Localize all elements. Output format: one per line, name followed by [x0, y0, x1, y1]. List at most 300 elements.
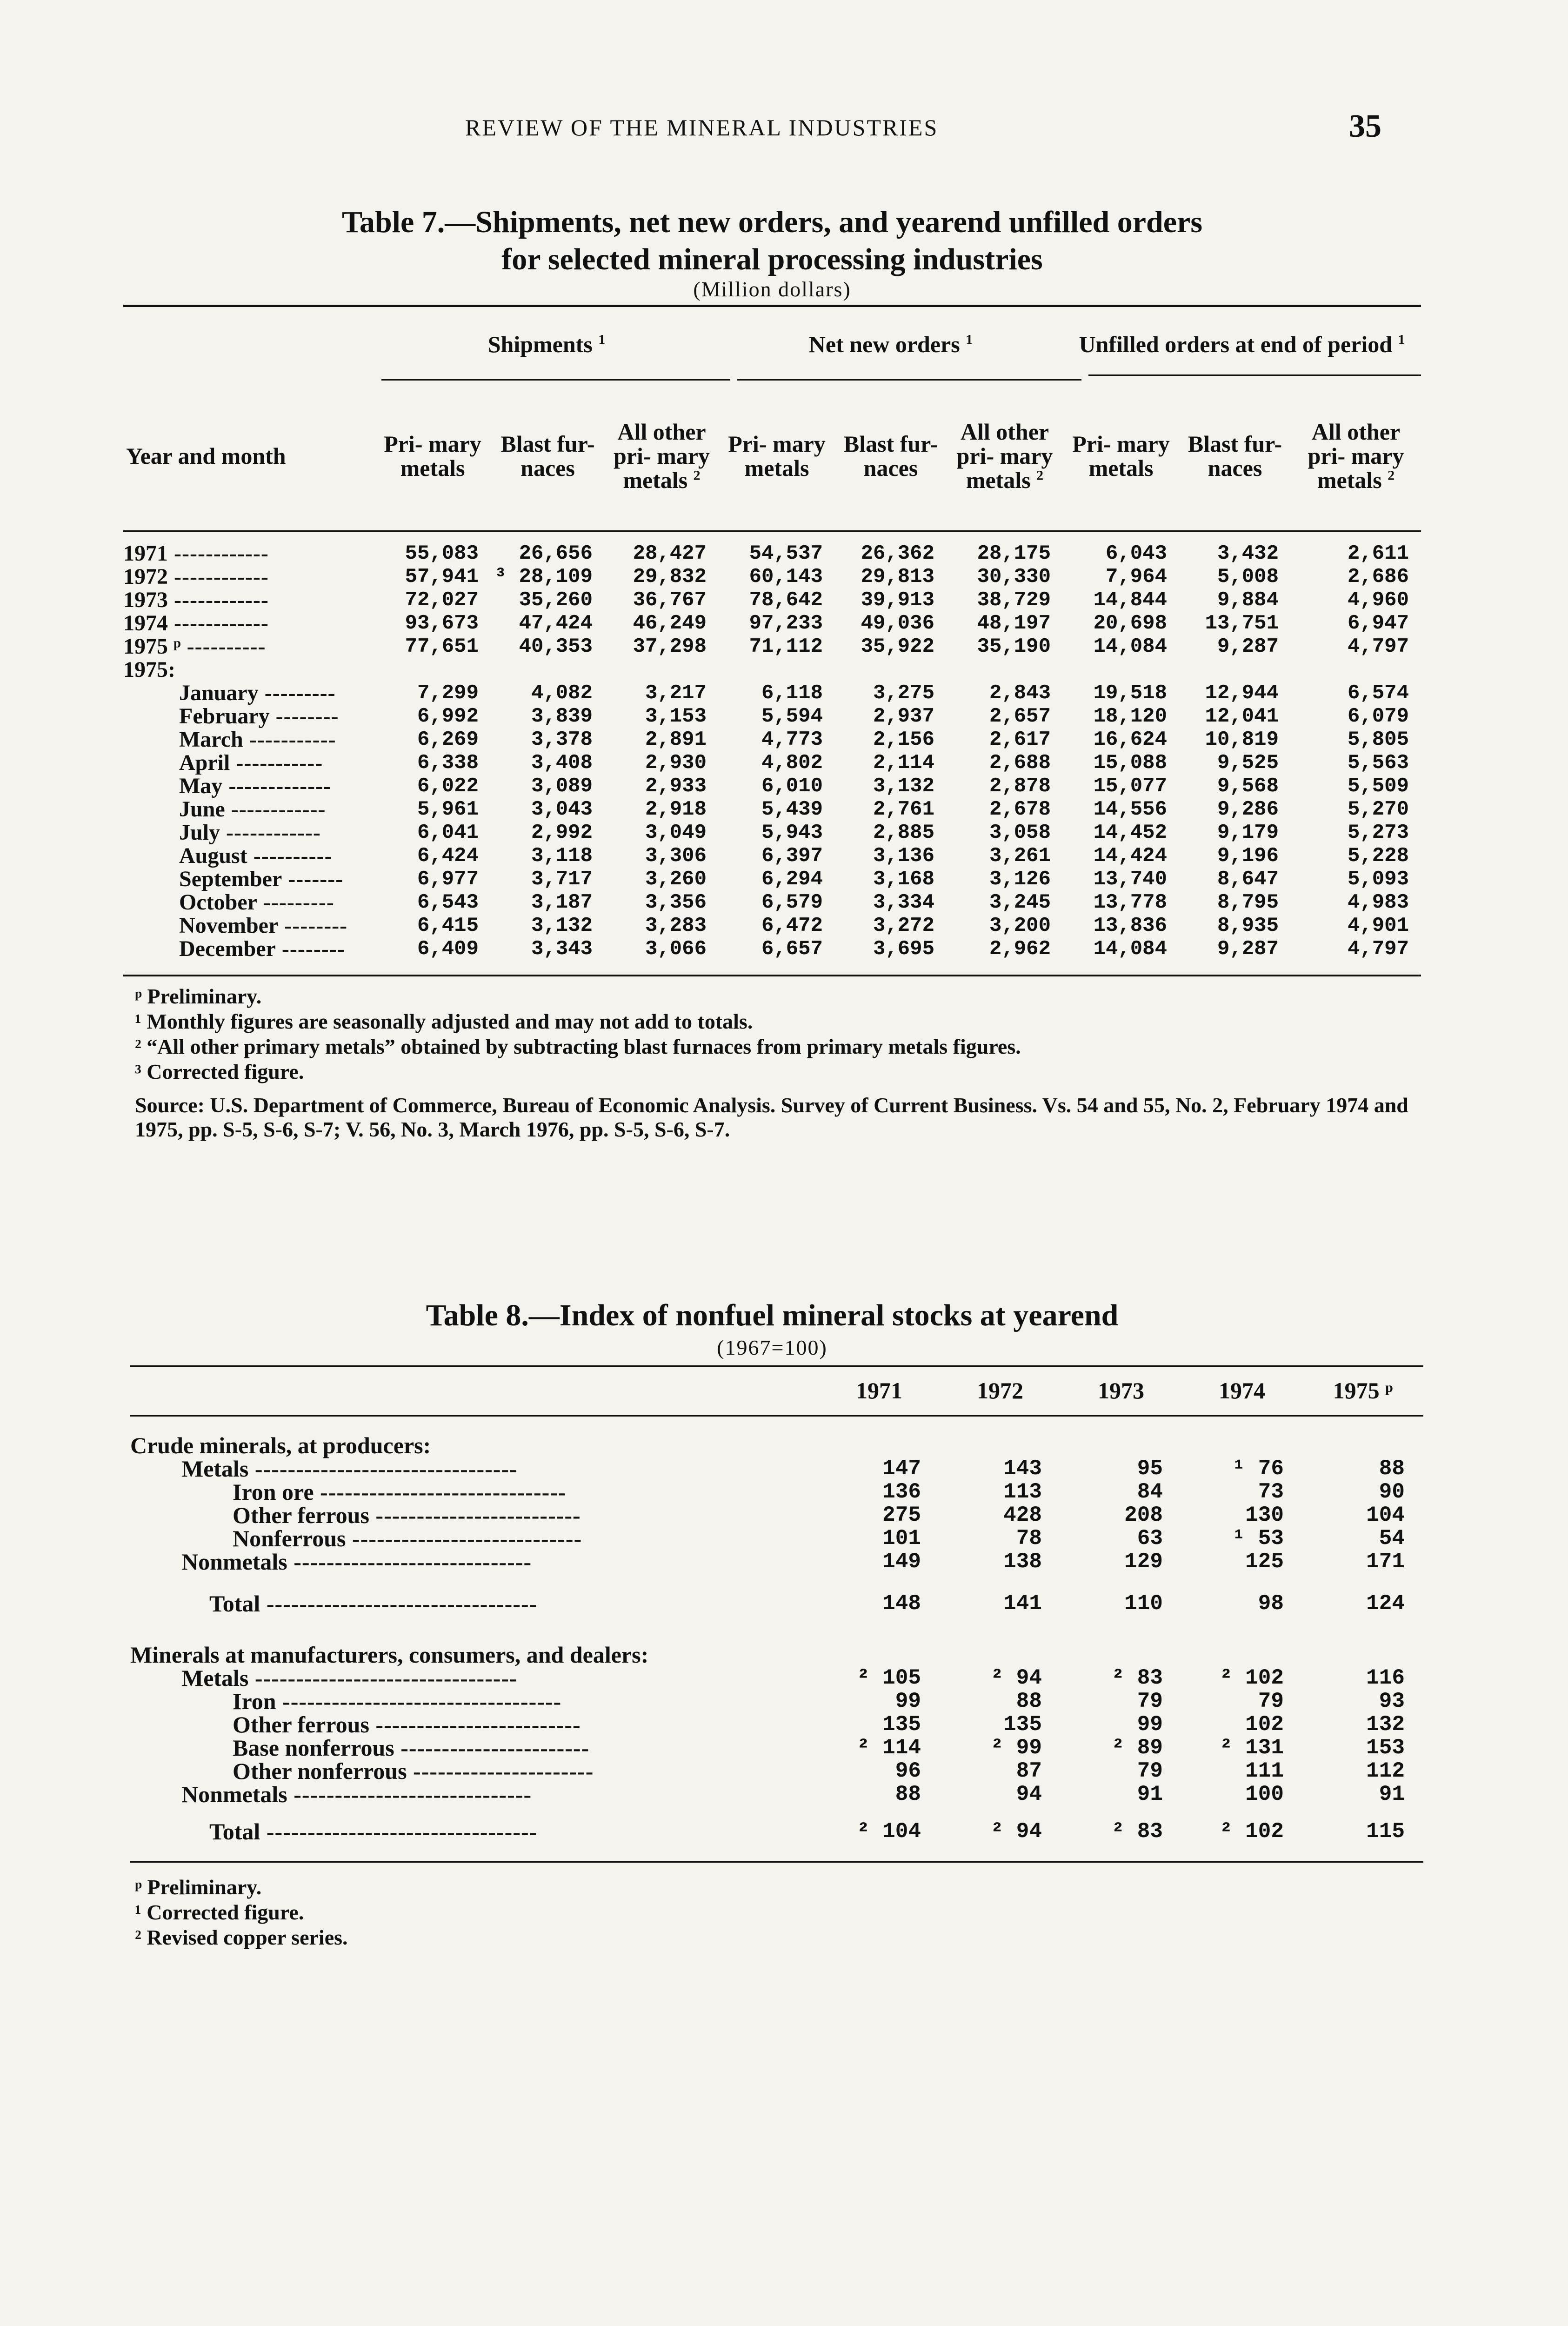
table-cell: 3,043 [531, 798, 593, 821]
leader-dots: ----------- [243, 727, 336, 752]
table-cell: 136 [882, 1480, 921, 1504]
table-cell: 2,686 [1347, 565, 1409, 588]
table-cell: 104 [1366, 1503, 1405, 1527]
table-row [123, 635, 1421, 658]
table-cell: 6,977 [417, 868, 479, 891]
table-cell: 138 [1003, 1550, 1042, 1574]
table-cell: 28,427 [633, 542, 707, 565]
table-cell: 9,179 [1217, 821, 1279, 844]
table-cell: 5,509 [1347, 775, 1409, 798]
table-cell: 112 [1366, 1759, 1405, 1783]
table-cell: 88 [895, 1782, 921, 1806]
table-cell: 3,132 [531, 914, 593, 937]
leader-dots: --------- [258, 681, 336, 705]
table-cell: 2,657 [989, 705, 1051, 728]
table-cell: 2,156 [873, 728, 934, 751]
footnote: ² Revised copper series. [135, 1925, 348, 1949]
col-unfilled-other: All other pri- mary metals $^2$ [1308, 419, 1404, 493]
table-cell: 15,088 [1093, 751, 1167, 775]
table-cell: 60,143 [749, 565, 823, 588]
leader-dots: ---------- [247, 843, 333, 868]
table-cell: 9,196 [1217, 844, 1279, 868]
table-row [130, 1759, 1423, 1783]
col-orders-primary: Pri- mary metals [728, 431, 826, 481]
row-label: Iron ---------------------------------- [233, 1688, 562, 1714]
table-row [130, 1527, 1423, 1550]
leader-dots: ----------- [230, 750, 323, 775]
table-row [123, 798, 1421, 821]
table7-bottom-rule [123, 975, 1421, 976]
table-cell: 14,084 [1093, 635, 1167, 658]
table-cell: 147 [882, 1457, 921, 1481]
table-cell: 2,843 [989, 682, 1051, 705]
table-cell: 4,802 [761, 751, 823, 775]
row-label: Other ferrous ------------------------- [233, 1711, 581, 1738]
table-cell: 143 [1003, 1457, 1042, 1481]
leader-dots: -------- [275, 936, 345, 961]
table-cell: 3,132 [873, 775, 934, 798]
table-cell: 46,249 [633, 612, 707, 635]
col-unfilled-blast: Blast fur- naces [1188, 431, 1282, 481]
table-cell: 8,795 [1217, 891, 1279, 914]
table-cell: 3,187 [531, 891, 593, 914]
leader-dots: -------------------------------- [248, 1456, 518, 1482]
table-cell: ² 83 [1111, 1666, 1163, 1690]
table-cell: 14,452 [1093, 821, 1167, 844]
table-cell: 5,563 [1347, 751, 1409, 775]
table-cell: 5,093 [1347, 868, 1409, 891]
leader-dots: ------------------------------ [314, 1479, 567, 1505]
row-label: February -------- [179, 704, 339, 729]
table-cell: 125 [1245, 1550, 1284, 1574]
table-row [130, 1783, 1423, 1806]
table-cell: 99 [895, 1689, 921, 1713]
row-label: Nonferrous ---------------------------- [233, 1525, 582, 1551]
table-cell: 36,767 [633, 588, 707, 612]
table-cell: 99 [1137, 1712, 1163, 1737]
row-label: Base nonferrous ----------------------- [233, 1735, 590, 1761]
table-cell: 6,022 [417, 775, 479, 798]
table-cell: 3,049 [645, 821, 707, 844]
table-cell: 3,153 [645, 705, 707, 728]
table-cell: 29,813 [861, 565, 934, 588]
row-label: June ------------ [179, 797, 326, 822]
table-cell: ³ 28,109 [494, 565, 593, 588]
table-row [123, 682, 1421, 705]
row-label: 1975 ᵖ ---------- [123, 634, 266, 659]
table8-unit: (1967=100) [717, 1336, 827, 1359]
table-cell: 84 [1137, 1480, 1163, 1504]
group-row [130, 1434, 1423, 1457]
table-cell: 3,343 [531, 937, 593, 961]
table-cell: ² 105 [856, 1666, 921, 1690]
table-cell: 6,397 [761, 844, 823, 868]
group-label: Minerals at manufacturers, consumers, and dealers: [130, 1642, 649, 1668]
col-year: 1973 [1098, 1377, 1144, 1404]
table-cell: 3,356 [645, 891, 707, 914]
table-cell: 6,294 [761, 868, 823, 891]
table-cell: 4,797 [1347, 635, 1409, 658]
leader-dots: ------------ [220, 820, 321, 845]
table-cell: ² 89 [1111, 1736, 1163, 1760]
table-cell: 130 [1245, 1503, 1284, 1527]
table-cell: 38,729 [977, 588, 1051, 612]
table-cell: 3,066 [645, 937, 707, 961]
row-label: 1974 ------------ [123, 611, 269, 635]
table-row [123, 588, 1421, 612]
group-row [130, 1643, 1423, 1666]
row-label-1975: 1975: [123, 657, 175, 682]
table-cell: 2,937 [873, 705, 934, 728]
table-cell: 5,943 [761, 821, 823, 844]
table-cell: 3,272 [873, 914, 934, 937]
table-cell: 3,261 [989, 844, 1051, 868]
table-cell: ² 102 [1219, 1666, 1284, 1690]
table-cell: 2,933 [645, 775, 707, 798]
table-cell: 2,761 [873, 798, 934, 821]
table-row [123, 868, 1421, 891]
table7-unit: (Million dollars) [693, 277, 851, 301]
row-label: Metals -------------------------------- [181, 1665, 518, 1691]
leader-dots: ------------ [225, 797, 326, 822]
row-label: December -------- [179, 936, 345, 961]
row-label: April ----------- [179, 750, 323, 775]
table-cell: 4,082 [531, 682, 593, 705]
table-cell: 3,306 [645, 844, 707, 868]
table-cell: 9,287 [1217, 635, 1279, 658]
row-label: Total --------------------------------- [209, 1591, 538, 1617]
row-label: May ------------- [179, 774, 332, 798]
table-cell: 6,657 [761, 937, 823, 961]
table-row [123, 891, 1421, 914]
table-cell: 88 [1379, 1457, 1405, 1481]
table-row [123, 565, 1421, 588]
col-ship-blast: Blast fur- naces [500, 431, 595, 481]
table-cell: 4,901 [1347, 914, 1409, 937]
table-cell: 3,695 [873, 937, 934, 961]
table7 [123, 309, 1421, 961]
table-cell: 129 [1124, 1550, 1163, 1574]
table-cell: 100 [1245, 1782, 1284, 1806]
table-cell: 6,269 [417, 728, 479, 751]
table-cell: 6,992 [417, 705, 479, 728]
table-cell: 90 [1379, 1480, 1405, 1504]
table-cell: 96 [895, 1759, 921, 1783]
row-label: 1972 ------------ [123, 564, 269, 589]
leader-dots: --------------------------------- [260, 1591, 538, 1617]
table8-footnotes [135, 1875, 348, 1950]
table-cell: 30,330 [977, 565, 1051, 588]
table-cell: 13,751 [1205, 612, 1279, 635]
table-cell: 6,409 [417, 937, 479, 961]
table-row [130, 1504, 1423, 1527]
table8-title: Table 8.—Index of nonfuel mineral stocks at yearend [426, 1298, 1119, 1332]
col-ship-other: All other pri- mary metals $^2$ [614, 419, 710, 493]
table-cell: 93,673 [405, 612, 479, 635]
table-cell: 8,647 [1217, 868, 1279, 891]
table-cell: 40,353 [519, 635, 593, 658]
table-cell: 2,878 [989, 775, 1051, 798]
table-cell: 3,260 [645, 868, 707, 891]
table-cell: 3,136 [873, 844, 934, 868]
table-cell: 13,836 [1093, 914, 1167, 937]
table-cell: 5,008 [1217, 565, 1279, 588]
table-cell: 6,472 [761, 914, 823, 937]
table-row [123, 844, 1421, 868]
table-cell: 6,079 [1347, 705, 1409, 728]
table-cell: 79 [1258, 1689, 1284, 1713]
table-cell: 26,362 [861, 542, 934, 565]
table-cell: 3,408 [531, 751, 593, 775]
table-cell: 9,525 [1217, 751, 1279, 775]
group-label: Crude minerals, at producers: [130, 1432, 431, 1458]
table-cell: 37,298 [633, 635, 707, 658]
table-cell: 102 [1245, 1712, 1284, 1737]
table-cell: 28,175 [977, 542, 1051, 565]
table-cell: ² 94 [990, 1819, 1042, 1844]
leader-dots: -------------------------------- [248, 1665, 518, 1691]
row-label: March ----------- [179, 727, 336, 752]
table-cell: 48,197 [977, 612, 1051, 635]
table-cell: 12,944 [1205, 682, 1279, 705]
row-label: January --------- [179, 681, 336, 705]
table-cell: 3,839 [531, 705, 593, 728]
table-cell: ² 99 [990, 1736, 1042, 1760]
table-cell: 2,678 [989, 798, 1051, 821]
table-cell: 3,200 [989, 914, 1051, 937]
table-cell: 35,260 [519, 588, 593, 612]
table-row [123, 658, 1421, 682]
table-cell: ² 131 [1219, 1736, 1284, 1760]
col-year: 1972 [977, 1377, 1023, 1404]
table-cell: 116 [1366, 1666, 1405, 1690]
table-cell: 4,983 [1347, 891, 1409, 914]
table-cell: 6,010 [761, 775, 823, 798]
table-cell: 94 [1016, 1782, 1042, 1806]
footnote: ² “All other primary metals” obtained by subtracting blast furnaces from primary metals figures. [135, 1035, 1021, 1058]
table-cell: 3,089 [531, 775, 593, 798]
page-number: 35 [1349, 108, 1381, 144]
table-cell: 124 [1366, 1591, 1405, 1616]
table-cell: 6,118 [761, 682, 823, 705]
table-cell: 2,617 [989, 728, 1051, 751]
leader-dots: ------------------------- [369, 1502, 581, 1528]
col-year: 1974 [1219, 1377, 1265, 1404]
table-cell: 10,819 [1205, 728, 1279, 751]
table-cell: 12,041 [1205, 705, 1279, 728]
table-cell: 47,424 [519, 612, 593, 635]
row-label: August ---------- [179, 843, 333, 868]
table-cell: 72,027 [405, 588, 479, 612]
table-cell: 4,960 [1347, 588, 1409, 612]
table-cell: 6,543 [417, 891, 479, 914]
leader-dots: -------- [269, 704, 339, 729]
table-cell: 6,579 [761, 891, 823, 914]
table-cell: 3,118 [531, 844, 593, 868]
table-row [130, 1736, 1423, 1759]
row-label: Nonmetals ----------------------------- [181, 1549, 532, 1575]
table-cell: 14,424 [1093, 844, 1167, 868]
total-row [130, 1592, 1423, 1615]
table-cell: 13,778 [1093, 891, 1167, 914]
table-cell: 9,884 [1217, 588, 1279, 612]
row-label: September ------- [179, 867, 344, 891]
table-cell: 2,992 [531, 821, 593, 844]
table-cell: 2,885 [873, 821, 934, 844]
col-ship-primary: Pri- mary metals [384, 431, 481, 481]
table-cell: 95 [1137, 1457, 1163, 1481]
table-cell: 14,084 [1093, 937, 1167, 961]
leader-dots: ---------------------- [407, 1758, 594, 1784]
table-cell: 135 [882, 1712, 921, 1737]
table-row [130, 1690, 1423, 1713]
table-cell: 54 [1379, 1526, 1405, 1551]
table-cell: ¹ 76 [1232, 1457, 1284, 1481]
table-cell: 35,190 [977, 635, 1051, 658]
table-cell: 15,077 [1093, 775, 1167, 798]
table-cell: 87 [1016, 1759, 1042, 1783]
table-cell: 3,378 [531, 728, 593, 751]
table-cell: 9,568 [1217, 775, 1279, 798]
row-label: Other ferrous ------------------------- [233, 1502, 581, 1528]
table-cell: 78,642 [749, 588, 823, 612]
table-cell: 91 [1137, 1782, 1163, 1806]
row-label: Iron ore ------------------------------ [233, 1479, 567, 1505]
table-cell: 2,962 [989, 937, 1051, 961]
table7-footnotes [135, 984, 1021, 1084]
table-cell: 113 [1003, 1480, 1042, 1504]
leader-dots: ------------ [168, 588, 269, 612]
table-cell: 4,797 [1347, 937, 1409, 961]
table-cell: 14,844 [1093, 588, 1167, 612]
table-cell: 101 [882, 1526, 921, 1551]
table-cell: 2,688 [989, 751, 1051, 775]
leader-dots: -------- [278, 913, 348, 938]
col-unfilled-primary: Pri- mary metals [1072, 431, 1170, 481]
table-cell: 98 [1258, 1591, 1284, 1616]
table-cell: 8,935 [1217, 914, 1279, 937]
table-row [123, 728, 1421, 751]
table-cell: ² 94 [990, 1666, 1042, 1690]
table7-title-line1: Table 7.—Shipments, net new orders, and yearend unfilled orders [342, 205, 1202, 239]
table-cell: 275 [882, 1503, 921, 1527]
table-cell: 132 [1366, 1712, 1405, 1737]
leader-dots: ------------ [168, 564, 269, 589]
table-cell: 6,338 [417, 751, 479, 775]
leader-dots: ------------ [168, 541, 269, 566]
footnote: ³ Corrected figure. [135, 1060, 304, 1083]
group-net-new-orders: Net new orders $^1$ [808, 331, 973, 357]
leader-dots: ------------ [168, 611, 269, 635]
table-row [130, 1713, 1423, 1736]
table-cell: 2,114 [873, 751, 934, 775]
table-cell: 20,698 [1093, 612, 1167, 635]
table-cell: 93 [1379, 1689, 1405, 1713]
table-cell: ² 114 [856, 1736, 921, 1760]
table8-bottom-rule [130, 1861, 1423, 1863]
table-cell: 71,112 [749, 635, 823, 658]
table-cell: 6,574 [1347, 682, 1409, 705]
row-label: 1971 ------------ [123, 541, 269, 566]
col-year: 1971 [856, 1377, 902, 1404]
table-cell: 3,717 [531, 868, 593, 891]
leader-dots: ---------- [180, 634, 266, 659]
footnote: ᵖ Preliminary. [135, 984, 262, 1008]
table-cell: 3,126 [989, 868, 1051, 891]
table-cell: 141 [1003, 1591, 1042, 1616]
row-label: Nonmetals ----------------------------- [181, 1781, 532, 1807]
row-label: 1973 ------------ [123, 588, 269, 612]
row-label: Other nonferrous ---------------------- [233, 1758, 594, 1784]
table-cell: 18,120 [1093, 705, 1167, 728]
table-row [123, 914, 1421, 937]
table-cell: 135 [1003, 1712, 1042, 1737]
table-cell: 110 [1124, 1591, 1163, 1616]
table-cell: 2,930 [645, 751, 707, 775]
table-cell: 91 [1379, 1782, 1405, 1806]
leader-dots: ----------------------------- [287, 1549, 532, 1575]
table7-title-line2: for selected mineral processing industries [501, 242, 1043, 276]
table-cell: 63 [1137, 1526, 1163, 1551]
table-cell: 5,270 [1347, 798, 1409, 821]
table-row [123, 775, 1421, 798]
leader-dots: ----------------------- [394, 1735, 590, 1761]
table-cell: 5,961 [417, 798, 479, 821]
table-cell: 6,947 [1347, 612, 1409, 635]
table-cell: 3,334 [873, 891, 934, 914]
table-cell: 2,611 [1347, 542, 1409, 565]
table-cell: 26,656 [519, 542, 593, 565]
footnote: ¹ Corrected figure. [135, 1900, 304, 1924]
table-row [123, 542, 1421, 565]
footnote: ᵖ Preliminary. [135, 1875, 262, 1899]
col-year-month: Year and month [126, 443, 286, 469]
table-cell: 7,964 [1105, 565, 1167, 588]
table-cell: 7,299 [417, 682, 479, 705]
table-row [123, 612, 1421, 635]
table7-source: Source: U.S. Department of Commerce, Bureau of Economic Analysis. Survey of Current Business. Vs. 54 and 55, No. 2, February 1974 and 1975, pp. S-5, S-6, S-7; V. 56, No. 3, March 1976, pp. S-5, S-6, S-7. [135, 1093, 1408, 1141]
table-cell: 111 [1245, 1759, 1284, 1783]
leader-dots: ------------- [222, 774, 332, 798]
leader-dots: ---------------------------- [346, 1525, 582, 1551]
table-row [123, 751, 1421, 775]
table-row [130, 1550, 1423, 1573]
table-cell: 49,036 [861, 612, 934, 635]
footnote: ¹ Monthly figures are seasonally adjusted and may not add to totals. [135, 1009, 753, 1033]
table-cell: 19,518 [1093, 682, 1167, 705]
table-cell: 3,217 [645, 682, 707, 705]
table-cell: 6,041 [417, 821, 479, 844]
leader-dots: ------- [282, 867, 344, 891]
table-cell: 153 [1366, 1736, 1405, 1760]
table-cell: 16,624 [1093, 728, 1167, 751]
table-cell: ² 104 [856, 1819, 921, 1844]
group-shipments: Shipments $^1$ [487, 331, 606, 357]
table-cell: 9,287 [1217, 937, 1279, 961]
table-cell: 78 [1016, 1526, 1042, 1551]
running-title: REVIEW OF THE MINERAL INDUSTRIES [465, 114, 939, 140]
table-cell: 6,415 [417, 914, 479, 937]
table-cell: 4,773 [761, 728, 823, 751]
table-cell: 5,439 [761, 798, 823, 821]
table-cell: 3,245 [989, 891, 1051, 914]
table-cell: 57,941 [405, 565, 479, 588]
table-cell: 6,043 [1105, 542, 1167, 565]
col-orders-blast: Blast fur- naces [843, 431, 938, 481]
table-cell: 73 [1258, 1480, 1284, 1504]
group-unfilled-orders: Unfilled orders at end of period $^1$ [1079, 331, 1405, 357]
table-row [130, 1480, 1423, 1504]
